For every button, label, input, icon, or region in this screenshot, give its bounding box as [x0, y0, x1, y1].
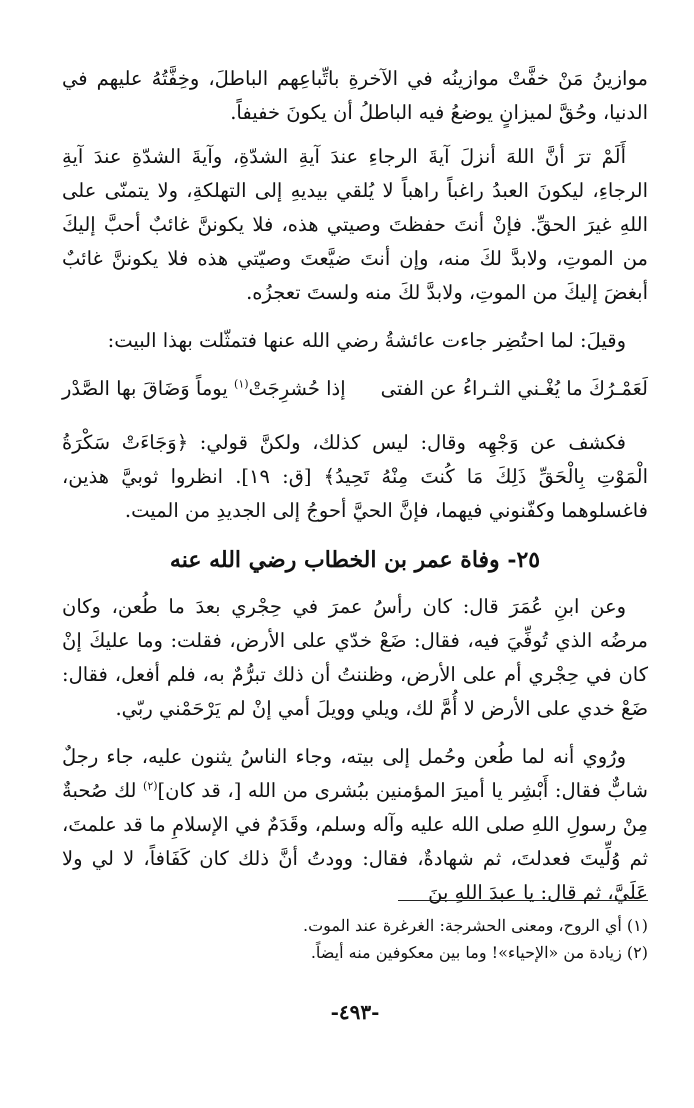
- poetry-verse: [62, 372, 648, 406]
- verse-hemistich-1: لَعَمْـرُكَ ما يُغْـني الثـراءُ عن الفتى: [380, 377, 648, 400]
- paragraph-4: فكشف عن وَجْهِه وقال: ليس كذلك، ولكنَّ قولي: ﴿وَجَاءَتْ سَكْرَةُ الْمَوْتِ بِالْحَقِّ ذَلِكَ مَا كُنتَ مِنْهُ تَحِيدُ﴾ [ق: ١٩]. انظروا ثوبيَّ هذين، فاغسلوهما وكفّنوني فيهما، فإنَّ الحيَّ أحوجُ إلى الجديدِ من الميت.: [62, 431, 648, 522]
- verse-hemistich-2-start: إذا حُشرِجَتْ: [248, 377, 346, 400]
- verse-hemistich-2-end: يوماً وَضَاقَ بها الصَّدْر: [62, 377, 235, 400]
- footnote-2: (٢) زيادة من «الإحياء»! وما بين معكوفين منه أيضاً.: [310, 943, 648, 962]
- verse-hemistich-2: [62, 372, 346, 406]
- paragraph-6-end: لك صُحبةٌ مِنْ رسولِ اللهِ صلى الله عليه وآله وسلم، وقَدَمٌ في الإسلامِ ما قد علمتَ، ثم وُلِّيتَ فعدلتَ، ثم شهادةٌ، فقال: وودتُ أنَّ ذلك كان كَفَافاً، لا لي ولا عَلَيَّ، ثم قال: يا عبدَ اللهِ بنَ: [62, 779, 648, 904]
- paragraph-2: أَلَمْ ترَ أنَّ اللهَ أنزلَ آيةَ الرجاءِ عندَ آيةِ الشدّةِ، وآيةَ الشدّةِ عندَ آيةِ الرجاءِ، ليكونَ العبدُ راغباً راهباً لا يُلقي بيديهِ إلى التهلكةِ، ولا يتمنّى على اللهِ غيرَ الحقِّ. فإنْ أنتَ حفظتَ وصيتي هذه، فلا يكوننَّ غائبٌ أحبَّ إليكَ من الموتِ، ولابدَّ لكَ منه، وإن أنتَ ضيَّعتَ وصيّتي هذه فلا يكوننَّ غائبٌ أبغضَ إليكَ من الموتِ، ولابدَّ لكَ منه ولستَ تعجزُه.: [62, 145, 648, 304]
- footnote-1: (١) أي الروح، ومعنى الحشرجة: الغرغرة عند الموت.: [302, 916, 648, 935]
- paragraph-6: [62, 740, 648, 910]
- paragraph-6-start: ورُوي أنه لما طُعن وحُمل إلى بيته، وجاء الناسُ يثنون عليه، جاء رجلٌ شابٌّ فقال: أَبْشِر يا أميرَ المؤمنين ببُشرى من الله [، قد كان]: [62, 745, 648, 802]
- paragraph-3: وقيلَ: لما احتُضِر جاءت عائشةُ رضي الله عنها فتمثّلت بهذا البيت:: [107, 329, 626, 352]
- footnote-ref-2[interactable]: (٢): [143, 779, 158, 793]
- page-number: -٤٩٣-: [330, 1000, 380, 1024]
- section-heading: ٢٥- وفاة عمر بن الخطاب رضي الله عنه: [169, 547, 541, 573]
- footnotes: [62, 912, 648, 966]
- footnote-ref-1[interactable]: (١): [234, 377, 249, 391]
- paragraph-5: وعن ابنِ عُمَرَ قال: كان رأسُ عمرَ في حِجْري بعدَ ما طُعن، وكان مرضُه الذي تُوفِّيَ فيه، فقال: ضَعْ خدّي على الأرض، فقلت: وما عليكَ إنْ كان في حِجْري أم على الأرض، وظننتُ أن ذلك تبرُّمٌ به، فلم أفعل، فقال: ضَعْ خدي على الأرض لا أُمَّ لك، ويلي وويلَ أمي إنْ لم يَرْحَمْني ربّي.: [62, 595, 648, 720]
- book-page: [62, 62, 648, 1072]
- paragraph-1: موازينُ مَنْ خفَّتْ موازينُه في الآخرةِ باتِّباعِهم الباطلَ، وخِفَّتُهُ عليهم في الدنيا، وحُقَّ لميزانٍ يوضعُ فيه الباطلُ أن يكونَ خفيفاً.: [62, 67, 648, 124]
- footnote-divider: [398, 900, 648, 901]
